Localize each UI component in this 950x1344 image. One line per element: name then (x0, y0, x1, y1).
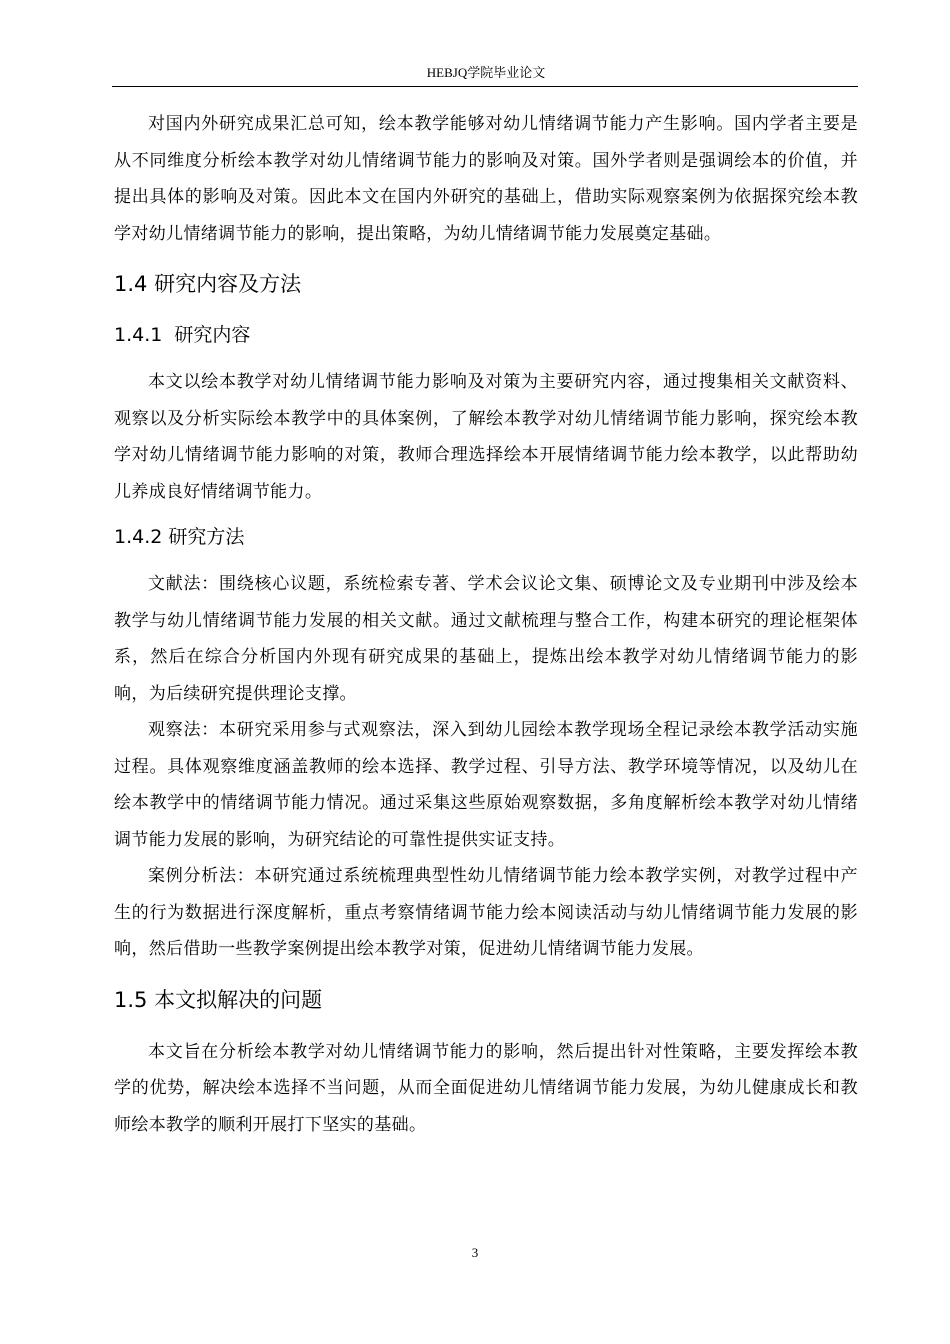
section-number: 1.4.1 (114, 324, 163, 346)
literature-method-paragraph: 文献法：围绕核心议题，系统检索专著、学术会议论文集、硕博论文及专业期刊中涉及绘本教学与幼儿情绪调节能力发展的相关文献。通过文献梳理与整合工作，构建本研究的理论框架体系，然后在综合分析国内外现有研究成果的基础上，提炼出绘本教学对幼儿情绪调节能力的影响，为后续研究提供理论支撑。 (114, 574, 858, 704)
section-heading-1-4-1 (114, 318, 858, 352)
section-heading-1-4-2 (114, 520, 858, 554)
section-number: 1.5 (114, 987, 148, 1012)
problems-paragraph: 本文旨在分析绘本教学对幼儿情绪调节能力的影响，然后提出针对性策略，主要发挥绘本教学的优势，解决绘本选择不当问题，从而全面促进幼儿情绪调节能力发展，为幼儿健康成长和教师绘本教学的顺利开展打下坚实的基础。 (114, 1041, 858, 1135)
header-rule (112, 86, 858, 87)
section-title: 研究内容 (174, 324, 251, 346)
section-title: 本文拟解决的问题 (154, 987, 323, 1012)
observation-method-paragraph: 观察法：本研究采用参与式观察法，深入到幼儿园绘本教学现场全程记录绘本教学活动实施过程。具体观察维度涵盖教师的绘本选择、教学过程、引导方法、教学环境等情况，以及幼儿在绘本教学中的情绪调节能力情况。通过采集这些原始观察数据，多角度解析绘本教学对幼儿情绪调节能力发展的影响，为研究结论的可靠性提供实证支持。 (114, 720, 858, 850)
section-heading-1-5 (114, 982, 858, 1018)
section-number: 1.4 (114, 272, 148, 296)
intro-paragraph: 对国内外研究成果汇总可知，绘本教学能够对幼儿情绪调节能力产生影响。国内学者主要是从不同维度分析绘本教学对幼儿情绪调节能力的影响及对策。国外学者则是强调绘本的价值，并提出具体的影响及对策。因此本文在国内外研究的基础上，借助实际观察案例为依据探究绘本教学对幼儿情绪调节能力的影响，提出策略，为幼儿情绪调节能力发展奠定基础。 (114, 114, 858, 244)
page-number: 3 (471, 1245, 479, 1260)
research-content-paragraph: 本文以绘本教学对幼儿情绪调节能力影响及对策为主要研究内容，通过搜集相关文献资料、观察以及分析实际绘本教学中的具体案例，了解绘本教学对幼儿情绪调节能力影响，探究绘本教学对幼儿情绪调节能力影响的对策，教师合理选择绘本开展情绪调节能力绘本教学，以此帮助幼儿养成良好情绪调节能力。 (114, 372, 858, 502)
page-header: HEBJQ学院毕业论文 (426, 65, 546, 80)
section-number: 1.4.2 (114, 526, 163, 548)
section-title: 研究方法 (168, 526, 245, 548)
case-analysis-method-paragraph: 案例分析法：本研究通过系统梳理典型性幼儿情绪调节能力绘本教学实例，对教学过程中产生的行为数据进行深度解析，重点考察情绪调节能力绘本阅读活动与幼儿情绪调节能力发展的影响，然后借助一些教学案例提出绘本教学对策，促进幼儿情绪调节能力发展。 (114, 866, 858, 959)
page-content (114, 106, 858, 1143)
section-heading-1-4 (114, 266, 858, 302)
section-title: 研究内容及方法 (154, 272, 302, 296)
